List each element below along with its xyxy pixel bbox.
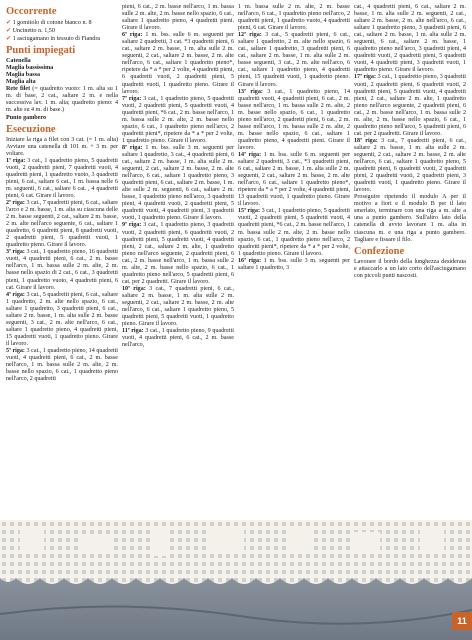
heading-esecuzione: Esecuzione: [6, 123, 56, 135]
confezione-text: Lavorare il bordo della lunghezza desiderata e attaccarlo a un lato corto dell'asciugamano con piccoli punti nascosti.: [354, 258, 466, 279]
material-item: ✔ 1 gomitolo di cotone bianco n. 8: [6, 19, 92, 26]
esecuzione-intro: Iniziare la riga a filet con 3 cat. (= 1 m. alta) Avviare una catenella di 101 m. + 3 m. per voltare.: [6, 136, 118, 157]
row-instruction: 16ª riga: 1 m. bss. sulle 3 m. seguenti per saltare 1 quadretto, 3: [238, 257, 350, 271]
lace-illustration: [0, 520, 472, 640]
row-instruction: 17ª riga: 3 cat., 1 quadretto pieno, 3 quadretti vuoti, 2 quadretti pieni, 6 quadretti vuoti, 2 quadretti pieni, 5 quadretti vuoti, 4 quadretti pieni, 2 cat., saltare 2 m. alte, 1 quadretto pieno nell'arco seguente, 2 quadretti pieni, 6 cat., 2 m. basse nell'arco, 1 m. bassa sulle 2 m. alte, 2 m. basse nello spazio, 6 cat., 1 quadretto pieno nell'arco, 5 quadretti pieni, 6 cat. per 2 quadretti. Girare il lavoro.: [354, 74, 467, 137]
row-instruction: 2ª riga: 3 cat., 7 quadretti pieni, 6 cat., saltare l'arco e 2 m. basse, 1 m. alta su ciascuna delle 2 m. basse seguenti, 2 cat., saltare 2 m. basse, 2 m. alte nell'arco seguente, 6 cat., saltare 1 quadretto, 6 quadretti pieni, 8 quadretti vuoti, 2 quadretti pieni, 5 quadretti vuoti, 1 quadretto pieno. Girare il lavoro.: [6, 199, 118, 249]
row-instruction: 5ª riga: 3 cat., 1 quadretto pieno, 14 quadretti vuoti, 4 quadretti pieni, 6 cat., 2 m. basse nell'arco, 1 m. bassa sulle 2 m. alte, 2 m. basse nello spazio, 6 cat., 1 quadretto pieno nell'arco, 2 quadretti: [6, 347, 119, 383]
heading-punti: Punti impiegati: [6, 45, 76, 57]
heading-occorrente: Occorrente: [6, 6, 57, 17]
stitch-filet: Rete filet (= quadretto vuoto: 1 m. alta su 1 m. di base, 2 cat., saltare 2 m. e nella successiva lav. 1 m. alta; quadretto pieno: 4 m. alte su 4 m. di base.): [6, 86, 118, 114]
stitch-maglia-bassa: Maglia bassa: [6, 72, 41, 79]
row-instruction: 1 m. bassa sulle 2 m. alte, 2 m. basse nell'arco, 6 cat., 1 quadretto pieno nell'arco, 2 quadretti pieni, 1 quadretto vuoto, 4 quadretti pieni, 6 cat. Girare il lavoro.: [238, 4, 350, 32]
stitch-maglia-alta: Maglia alta: [6, 79, 36, 86]
row-instruction: 15ª riga: 3 cat., 1 quadretto pieno, 5 quadretti vuoti, 2 quadretti pieni, 5 quadretti vuoti, 4 quadretti pieni, *6 cat., 2 m. basse nell'arco, 1 m. bassa sulle 2 m. alte, 2 m. basse nello spazio, 6 cat., 1 quadretto pieno nell'arco, 2 quadretti pieni*, ripetere da * a * per 2 volte, 1 quadretto pieno. Girare il lavoro.: [238, 208, 351, 257]
row-instruction: 4ª riga: 3 cat., 5 quadretti pieni, 6 cat., saltare 1 quadretto, 2 m. alte nello spazio, 6 cat., saltare 1 quadretto, 3 quadretti pieni, 6 cat., saltare 2 m. basse, 1 m. alta sulle 2 m. basse seguenti, 3 cat., 2 m. alte nell'arco, 6 cat., saltare 1 quadretto pieno, 4 quadretti pieni, 15 quadretti vuoti, 1 quadretto pieno. Girare il lavoro.: [6, 291, 118, 347]
row-instruction: cat., 4 quadretti pieni, 6 cat., saltare 2 m. basse, 1 m. alta sulle 2 m. seguenti, 2 cat., saltare 2 m. basse, 2 m. alte nell'arco, 6 cat., saltare 1 quadretto pieno, 3 quadretti pieni, 6 cat., saltare 2 m. basse, 1 m. alta sulle 2 m. seguenti, 6 cat., saltare 2 m. basse, 1 quadretto pieno nell'arco, 3 quadretti pieni, 4 quadretti vuoti, 2 quadretti pieni, 5 quadretti vuoti, 4 quadretti pieni, 3 quadretti vuoti, 1 quadretto pieno. Girare il lavoro.: [354, 4, 466, 74]
row-instruction: 18ª riga: 3 cat., 7 quadretti pieni, 6 cat., saltare 2 m. basse, 1 m. alta sulle 2 m. seguenti, 2 cat., saltare 2 m. basse, 2 m. alte nell'arco, 6 cat., saltare 1 quadretto pieno, 5 quadretti pieni, 6 quadretti vuoti, 2 quadretti pieni, 2 quadretti vuoti, 2 quadretti pieni, 3 quadretti vuoti, 1 quadretto pieno. Girare il lavoro.: [354, 137, 466, 194]
row-instruction: 8ª riga: 1 m. bss. sulle 3 m. seguenti per saltare 1 quadretto, 3 cat., 4 quadretti pieni, 6 cat., saltare 2 m. basse, 1 m. alta sulle 2 m. seguenti, 2 cat., saltare 2 m. basse, 2 m. alte nell'arco, 6 cat., saltare 1 quadretto pieno, 3 quadretti pieni, 6 cat., saltare 2 m. basse, 1 m. alte sulle 2 m. seguenti, 6 cat., saltare 2 m. basse, 1 quadretto pieno nell'arco, 3 quadretti pieni, 4 quadretti vuoti, 2 quadretti pieni, 5 quadretti vuoti, 4 quadretti pieni, 3 quadretti vuoti, 1 quadretto pieno. Girare il lavoro.: [122, 144, 234, 222]
column-1: [6, 4, 118, 383]
stitch-catenella: Catenella: [6, 58, 31, 65]
article-columns: [6, 4, 466, 524]
row-instruction: 12ª riga: 3 cat., 5 quadretti pieni, 6 cat., saltare 1 quadretto, 2 m. alte nello spazio, 6 cat., saltare 1 quadretto, 3 quadretti pieni, 6 cat., saltare 2 m. basse, 1 m. alta sulle 2 m. basse seguenti, 3 cat., 2 m. alte nell'arco, 6 cat., saltare 1 quadretto pieno, 4 quadretti pieni, 15 quadretti vuoti, 1 quadretto pieno. Girare il lavoro.: [238, 32, 350, 88]
row-instruction: pieni, 6 cat., 2 m. basse nell'arco, 1 m. bassa sulle 2 m. alte, 2 m. basse nello spazio, 6 cat., saltare 1 quadretto pieno, 4 quadretti pieni. Girare il lavoro.: [122, 4, 234, 32]
column-2: [122, 4, 234, 349]
stitch-maglia-bassissima: Maglia bassissima: [6, 65, 54, 72]
row-instruction: 1ª riga: 3 cat., 1 quadretto pieno, 5 quadretti vuoti, 2 quadretti pieni, 7 quadretti vuoti, 4 quadretti pieni, 1 quadretto vuoto, 3 quadretti pieni, 6 cat., saltare 6 cat., 1 m. bassa nelle 6 m. seguenti, 6 cat., saltare 6 cat. , 4 quadretti pieni, 6 cat. Girare il lavoro.: [6, 157, 118, 199]
material-item: ✔ 1 asciugamano in tessuto di Fiandra: [6, 35, 101, 43]
lace-edging-photo: [0, 520, 472, 640]
row-instruction: 14ª riga: 1 m. bss. sulle 6 m. seguenti per saltare 2 quadretti, 3 cat., *3 quadretti pieni, 6 cat., saltare 2 m. basse, 1 m. alta sulle 2 m. seguenti, 2 cat., saltare 2 m. basse, 2 m. alte nell'arco, 6 cat., saltare 1 quadretto pieno*, ripetere da * a * per 2 volte, 4 quadretti pieni, 13 quadretti vuoti, 1 quadretto pieno. Girare il lavoro.: [238, 151, 350, 208]
page-number: 11: [452, 612, 472, 630]
row-instruction: 10ª riga: 3 cat., 7 quadretti pieni, 6 cat., saltare 2 m. basse, 1 m. alta sulle 2 m. seguenti, 2 cat., saltare 2 m. basse, 2 m. alte nell'arco, 6 cat., saltare 1 quadretto pieno, 5 quadretti pieni, 5 quadretti vuoti, 1 quadretto pieno. Girare il lavoro.: [122, 285, 234, 328]
row-instruction: 6ª riga: 1 m. bss. sulle 6 m. seguenti per saltare 2 quadretti, 3 cat. *3 quadretti pieni, 6 cat., saltare 2 m. basse, 1 m. alta sulle 2 m. seguenti, 2 cat., saltare 2 m. basse, 2 m. alte nell'arco, 6 cat., saltare 1 quadretto pieno*, ripetere da * a * per 2 volte, 4 quadretti pieni, 6 quadretti vuoti, 2 quadretti pieni, 5 quadretti vuoti, 1 quadretto pieno. Girare il lavoro.: [122, 32, 234, 95]
row-instruction: 13ª riga: 3 cat., 1 quadretto pieno, 14 quadretti vuoti, 4 quadretti pieni, 6 cat., 2 m. basse nell'arco, 1 m. bassa sulle 2 m. alte, 2 m. basse nello spazio, 6 cat., 1 quadretto pieno nell'arco, 2 quadretti pieni, 6 cat., 2 m. basse nell'arco, 1 m. bassa sulle 2 m. alte, 2 m. basse nello spazio, 6 cat., saltare 1 quadretto pieno, 4 quadretti pieni. Girare il lavoro.: [238, 88, 350, 151]
check-icon: ✔: [6, 27, 12, 35]
check-icon: ✔: [6, 19, 12, 26]
row-instruction: 3ª riga: 3 cat., 1 quadretto pieno, 16 quadretti vuoti, 4 quadretti pieni, 6 cat., 2 m. basse nell'arco, 1 m. bassa sulle 2 m. alte, 2 m. basse nello spazio di 2 cat., 6 cat., 3 quadretti pieni, 1 quadretto vuoto, 4 quadretti pieni, 6 cat. Girare il lavoro.: [6, 249, 119, 291]
heading-confezione: Confezione: [354, 245, 405, 257]
closing-instruction: Proseguire ripetendo il modulo A per il motivo a fiori e il modulo B per il lato smerlato, terminare con una riga a m. alte a una a punto gambero. Sull'altro lato della catenella di avvio lavorare 1 m. alta in ciascuna m. e una riga a punto gambero. Tagliare e fissare il filo.: [354, 194, 466, 243]
material-item: ✔ Uncinetto n. 1,50: [6, 27, 55, 35]
check-icon: ✔: [6, 35, 12, 43]
stitch-gambero: Punto gambero: [6, 114, 47, 121]
lace-border: [0, 520, 472, 584]
row-instruction: 7ª riga: 3 cat., 1 quadretto pieno, 5 quadretti vuoti, 2 quadretti pieni, 5 quadretti vuoti, 4 quadretti pieni, *6 cat., 2 m. basse nell'arco, 1 m. bassa sulle 2 m. alte, 2 m. basse nello spazio, 6 cat., 1 quadretto pieno nell'arco, 2 quadretti pieni*, ripetere da * a * per 2 volte, 1 quadretto pieno. Girare il lavoro.: [122, 95, 234, 144]
column-3: [238, 4, 350, 272]
row-instruction: 9ª riga: 3 cat., 1 quadretto pieno, 3 quadretti vuoti, 2 quadretti pieni, 6 quadretti vuoti, 2 quadretti pieni, 5 quadretti vuoti, 4 quadretti pieni, 2 cat., saltare 2 m. alte, 1 quadretto pieno nell'arco seguente, 2 quadretti pieni, 6 cat., 2 m. basse nell'arco, 1 m. bassa sulle 2 m. alte, 2 m. basse nello spazio, 6 cat., 1 quadretto pieno nell'arco, 5 quadretti pieni, 6 cat. per 2 quadretti. Girare il lavoro.: [122, 222, 234, 285]
column-4: [354, 4, 466, 280]
row-instruction: 11ª riga: 3 cat., 1 quadretto pieno, 9 quadretti vuoti, 4 quadretti pieni, 6 cat., 2 m. basse nell'arco,: [122, 328, 234, 349]
